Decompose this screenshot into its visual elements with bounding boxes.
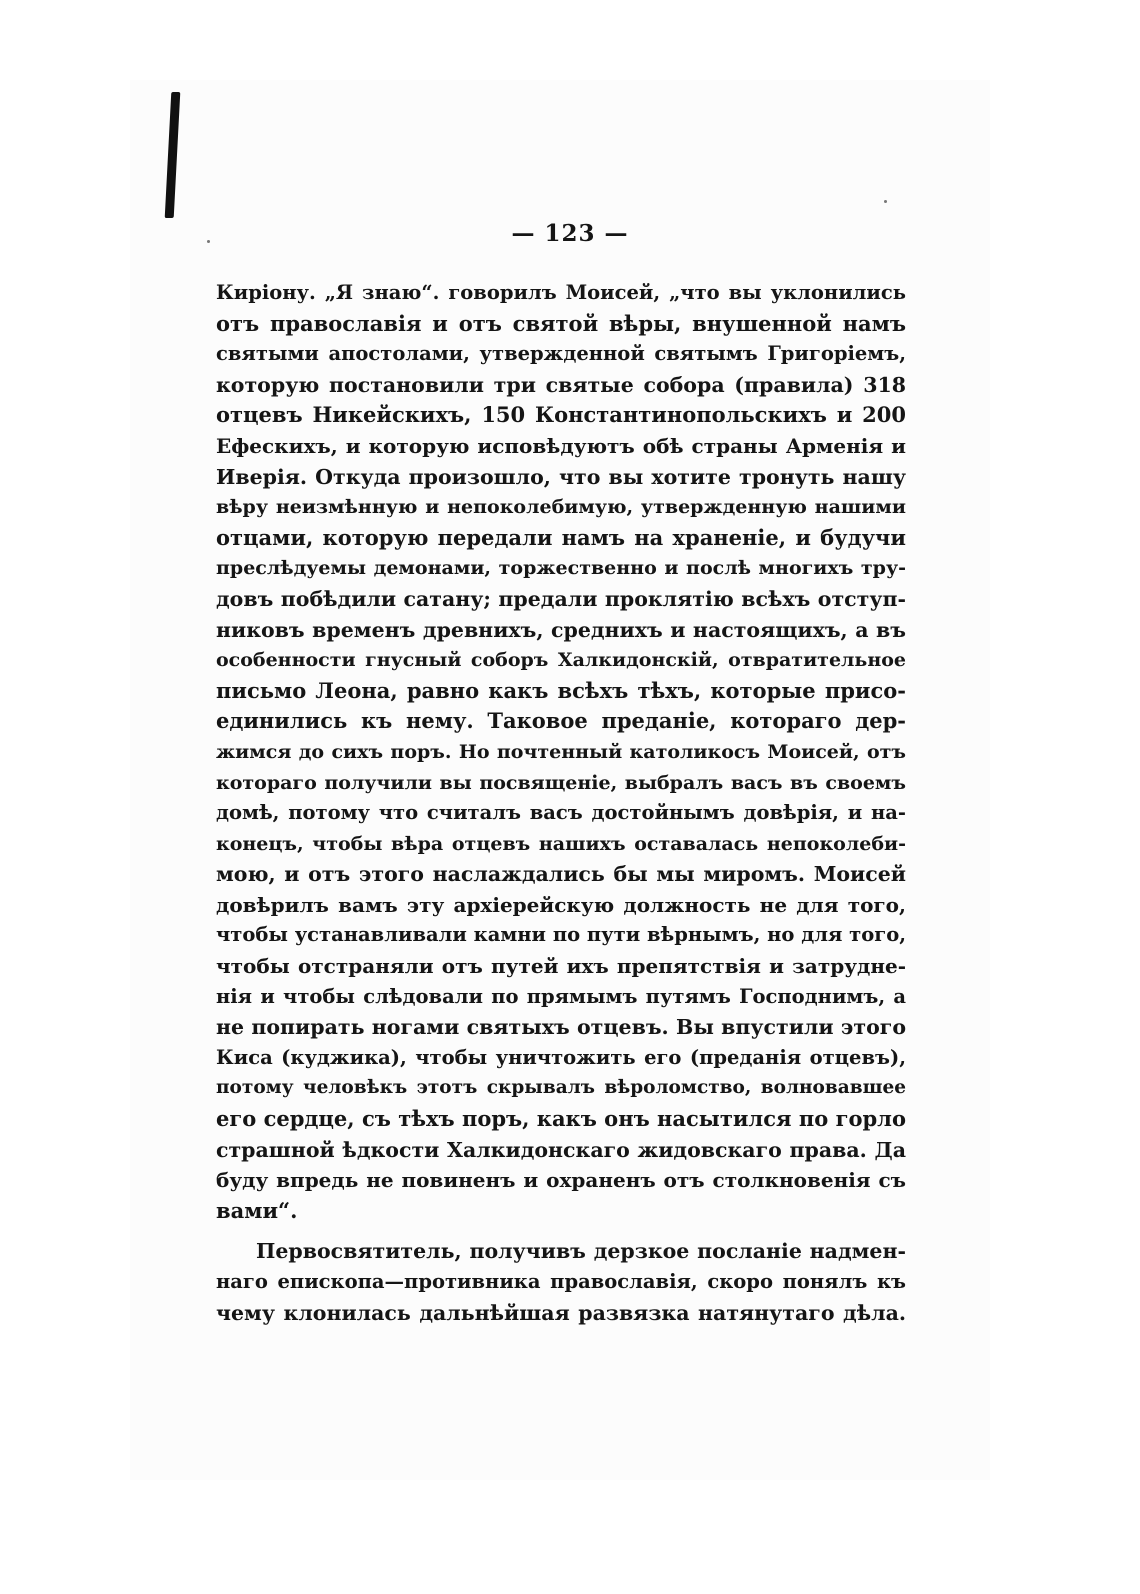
scan-speck	[884, 200, 887, 203]
text-line: страшной ѣдкости Халкидонскаго жидовскаго права. Да	[216, 1137, 906, 1162]
paragraph-2	[216, 1236, 906, 1328]
paragraph-1	[216, 278, 906, 1226]
text-line: отъ православія и отъ святой вѣры, внушенной намъ	[216, 310, 906, 336]
text-line: святыми апостолами, утвержденной святымъ Григоріемъ,	[216, 342, 906, 366]
text-line: вѣру неизмѣнную и непоколебимую, утвержденную нашими	[216, 496, 906, 519]
text-line: мою, и отъ этого наслаждались бы мы миромъ. Моисей	[216, 862, 906, 887]
text-line: которую постановили три святые собора (правила) 318	[216, 372, 906, 397]
text-line: Киса (куджика), чтобы уничтожить его (преданія отцевъ),	[216, 1045, 906, 1069]
text-line: нія и чтобы слѣдовали по прямымъ путямъ Господнимъ, а	[216, 984, 906, 1008]
text-line: буду впредь не повиненъ и охраненъ отъ столкновенія съ	[216, 1168, 906, 1193]
text-line: Киріону. „Я знаю“. говорилъ Моисей, „что вы уклонились	[216, 281, 906, 304]
text-line: чтобы устанавливали камни по пути вѣрнымъ, но для того,	[216, 923, 907, 947]
paragraph-gap	[216, 1226, 906, 1236]
page-number: — 123 —	[511, 220, 629, 247]
text-line: особенности гнусный соборъ Халкидонскій, отвратительное	[216, 649, 906, 672]
text-line: единились къ нему. Таковое преданіе, котораго дер-	[216, 708, 906, 734]
text-line: чтобы отстраняли отъ путей ихъ препятствія и затрудне-	[216, 954, 906, 979]
text-line: котораго получили вы посвященіе, выбралъ васъ въ своемъ	[216, 771, 906, 794]
text-line: Иверія. Откуда произошло, что вы хотите тронуть нашу	[216, 464, 906, 489]
text-line: конецъ, чтобы вѣра отцевъ нашихъ оставалась непоколеби-	[216, 832, 906, 855]
text-line: Ефескихъ, и которую исповѣдуютъ обѣ страны Арменія и	[216, 433, 906, 458]
text-line: чему клонилась дальнѣйшая развязка натянутаго дѣла.	[216, 1300, 906, 1325]
text-line: отцевъ Никейскихъ, 150 Константинопольскихъ и 200	[216, 402, 906, 428]
text-line: довъ побѣдили сатану; предали проклятію всѣхъ отступ-	[216, 586, 906, 611]
text-line: Первосвятитель, получивъ дерзкое посланіе надмен-	[256, 1239, 906, 1264]
text-line: отцами, которую передали намъ на храненіе, и будучи	[216, 524, 906, 550]
text-line: его сердце, съ тѣхъ поръ, какъ онъ насытился по горло	[216, 1106, 906, 1132]
text-line: преслѣдуемы демонами, торжественно и послѣ многихъ тру-	[216, 557, 906, 580]
text-line: не попирать ногами святыхъ отцевъ. Вы впустили этого	[216, 1015, 906, 1040]
text-line: письмо Леона, равно какъ всѣхъ тѣхъ, которые присо-	[216, 677, 906, 703]
text-body	[216, 278, 906, 1328]
text-line: наго епископа—противника православія, скоро понялъ къ	[216, 1270, 906, 1293]
text-line: жимся до сихъ поръ. Но почтенный католикосъ Моисей, отъ	[216, 740, 906, 763]
text-line: потому человѣкъ этотъ скрывалъ вѣроломство, волновавшее	[216, 1077, 906, 1099]
text-line: домѣ, потому что считалъ васъ достойнымъ довѣрія, и на-	[216, 801, 906, 825]
text-line: вами“.	[216, 1197, 298, 1223]
text-line: никовъ временъ древнихъ, среднихъ и настоящихъ, а въ	[216, 617, 906, 642]
text-line: довѣрилъ вамъ эту архіерейскую должность не для того,	[216, 892, 906, 917]
